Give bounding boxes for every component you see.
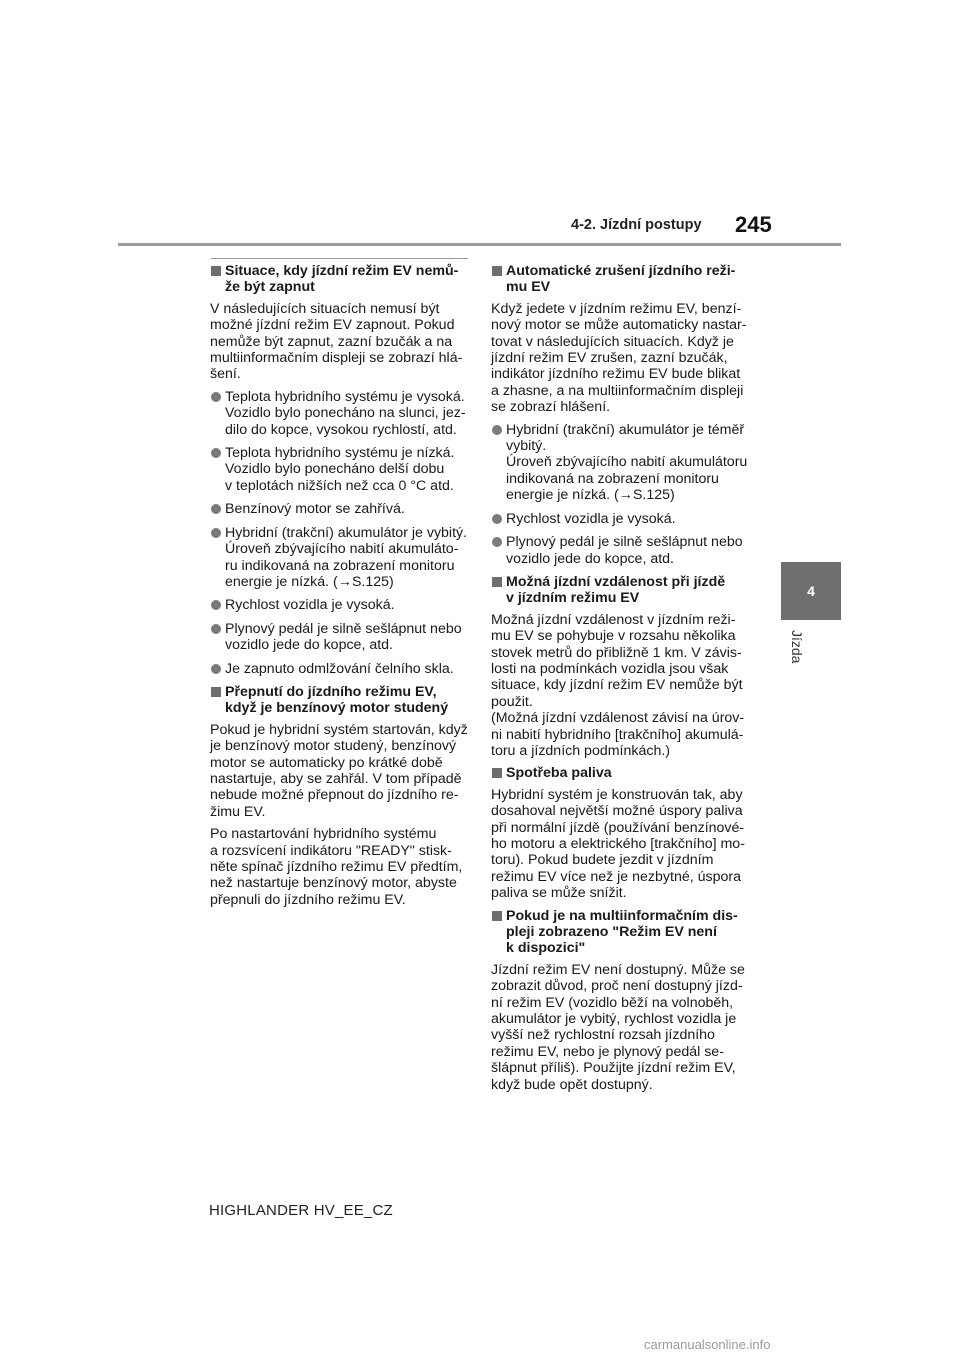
para-text: Hybridní systém je konstruován tak, aby dosahoval největší možné úspory paliva při normální jízdě (používání benzínové- ho motoru a elektrického [trakčního] mo- toru). Pokud budete jezdit v jízdním režimu EV více než je nezbytné, úspora paliva se může snížit.: [491, 786, 745, 902]
bullet-text: Teplota hybridního systému je vysoká. Vozidlo bylo ponecháno na slunci, jez- dilo do kopce, vysokou rychlostí, atd.: [225, 388, 466, 438]
bullet-item: [210, 501, 468, 517]
section-heading: [491, 908, 749, 957]
para-text: Když jedete v jízdním režimu EV, benzí- nový motor se může automaticky nastar- tovat v následujících situacích. Když je jízdní režim EV zrušen, zazní bzučák, indikátor jízdního režimu EV bude blikat a zhasne, a na multiinformačním displeji se zobrazí hlášení.: [491, 300, 747, 416]
heading-text: Spotřeba paliva: [506, 765, 612, 782]
section-heading: [491, 765, 749, 781]
bullet-item: [491, 511, 749, 527]
footer-model: HIGHLANDER HV_EE_CZ: [209, 1202, 393, 1219]
bullet-text: Benzínový motor se zahřívá.: [225, 501, 405, 518]
section-heading: [210, 684, 468, 717]
bullet-item: [210, 525, 468, 591]
bullet-text: Je zapnuto odmlžování čelního skla.: [225, 660, 454, 677]
body-paragraph: [491, 962, 749, 1093]
heading-text: Automatické zrušení jízdního reži- mu EV: [506, 263, 736, 296]
bullet-text: Hybridní (trakční) akumulátor je vybitý. Úroveň zbývajícího nabití akumuláto- ru indikovaná na zobrazení monitoru energie je nízká. (→S.125): [225, 524, 468, 590]
bullet-text: Rychlost vozidla je vysoká.: [225, 597, 395, 614]
bullet-item: [491, 534, 749, 567]
body-paragraph: [210, 826, 468, 908]
bullet-text: Hybridní (trakční) akumulátor je téměř vybitý. Úroveň zbývajícího nabití akumulátoru indikovaná na zobrazení monitoru energie je nízká. (→S.125): [506, 421, 748, 504]
bullet-text: Plynový pedál je silně sešlápnut nebo vozidlo jede do kopce, atd.: [506, 534, 743, 567]
watermark: carmanualsonline.info: [644, 1337, 771, 1352]
heading-text: Situace, kdy jízdní režim EV nemů- že být zapnut: [225, 263, 459, 296]
para-text: Možná jízdní vzdálenost v jízdním reži- mu EV se pohybuje v rozsahu několika stovek metrů do přibližně 1 km. V závis- losti na podmínkách vozidla jsou však situace, kdy jízdní režim EV nemůže být použit. (Možná jízdní vzdálenost závisí na úrov- ni nabití hybridního [trakčního] akumulá- toru a jízdních podmínkách.): [491, 611, 745, 759]
bullet-text: Plynový pedál je silně sešlápnut nebo vozidlo jede do kopce, atd.: [225, 620, 462, 654]
para-text: Po nastartování hybridního systému a rozsvícení indikátoru "READY" stisk- něte spínač jízdního režimu EV předtím, než nastartuje benzínový motor, abyste přepnuli do jízdního režimu EV.: [210, 826, 463, 908]
para-text: Jízdní režim EV není dostupný. Může se zobrazit důvod, proč není dostupný jízd- ní režim EV (vozidlo běží na volnoběh, akumulátor je vybitý, rychlost vozidla je vyšší než rychlostní rozsah jízdního režimu EV, nebo je plynový pedál se- šlápnut příliš). Použijte jízdní režim EV, když bude opět dostupný.: [491, 961, 745, 1093]
header-rule: [118, 243, 841, 246]
column-top-rule: [211, 258, 468, 259]
header-section-title: 4-2. Jízdní postupy: [571, 217, 702, 233]
chapter-tab-label: Jízda: [789, 630, 805, 664]
body-paragraph: [210, 301, 468, 383]
body-paragraph: [491, 612, 749, 760]
bullet-text: Teplota hybridního systému je nízká. Vozidlo bylo ponecháno delší dobu v teplotách nižších než cca 0 °C atd.: [225, 445, 455, 494]
bullet-item: [210, 445, 468, 494]
body-paragraph: [491, 301, 749, 416]
chapter-tab[interactable]: [781, 562, 841, 620]
body-paragraph: [210, 722, 468, 820]
bullet-text: Rychlost vozidla je vysoká.: [506, 510, 676, 527]
heading-text: Přepnutí do jízdního režimu EV, když je benzínový motor studený: [225, 683, 449, 717]
section-heading: [210, 263, 468, 296]
heading-text: Možná jízdní vzdálenost při jízdě v jízdním režimu EV: [506, 573, 726, 607]
bullet-item: [210, 597, 468, 613]
bullet-item: [210, 621, 468, 654]
chapter-tab-number: 4: [807, 583, 815, 599]
para-text: Pokud je hybridní systém startován, když je benzínový motor studený, benzínový motor se automaticky po krátké době nastartuje, aby se zahřál. V tom případě nebude možné přepnout do jízdního re- žimu EV.: [210, 721, 468, 820]
section-heading: [491, 574, 749, 607]
section-heading: [491, 263, 749, 296]
bullet-item: [210, 661, 468, 677]
body-paragraph: [491, 787, 749, 902]
left-column: [210, 263, 468, 914]
right-column: [491, 263, 749, 1099]
bullet-item: [491, 422, 749, 504]
para-text: V následujících situacích nemusí být možné jízdní režim EV zapnout. Pokud nemůže být zapnut, zazní bzučák a na multiinformačním displeji se zobrazí hlá- šení.: [210, 300, 463, 383]
bullet-item: [210, 389, 468, 438]
page-number: 245: [735, 212, 772, 237]
heading-text: Pokud je na multiinformačním dis- pleji zobrazeno "Režim EV není k dispozici": [506, 907, 738, 957]
